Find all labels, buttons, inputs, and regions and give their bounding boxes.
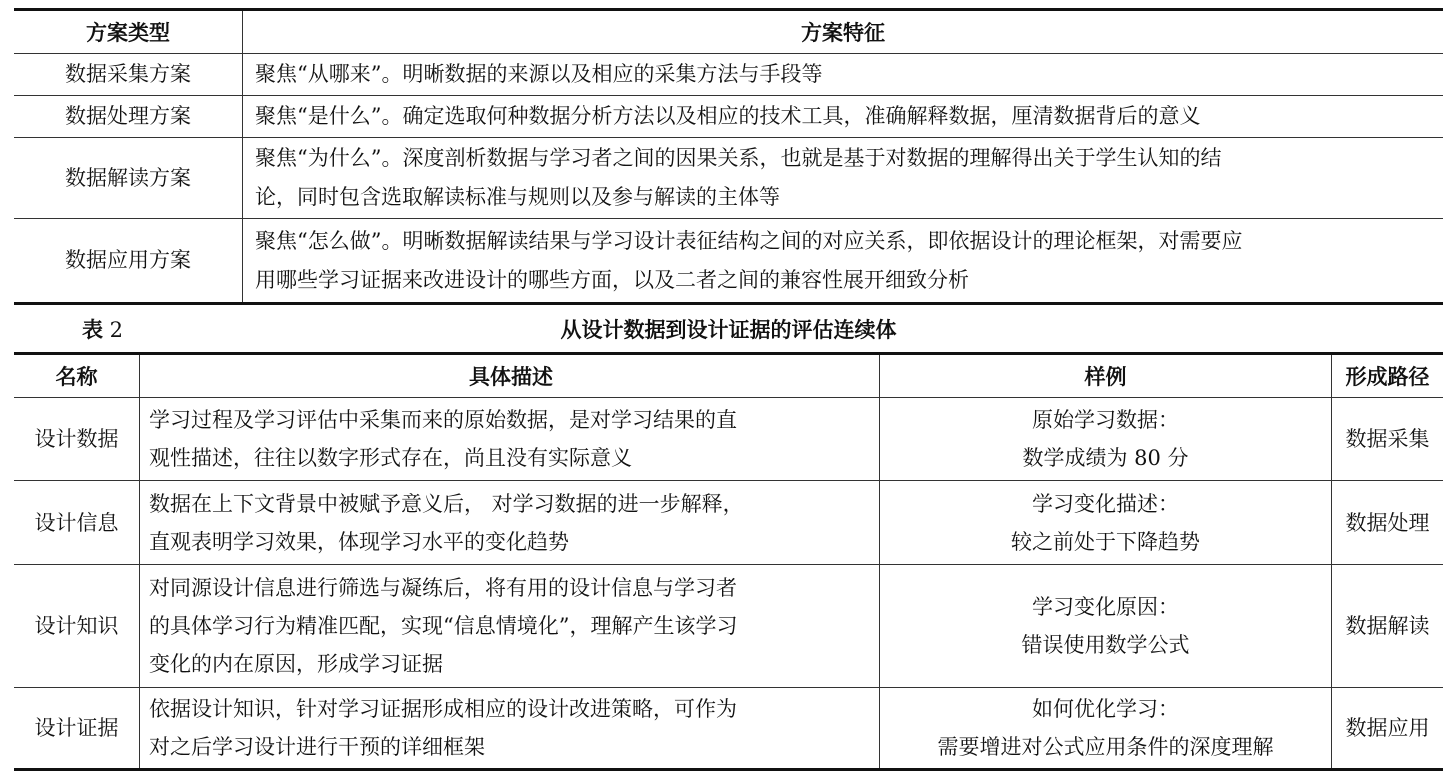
table-row: [14, 96, 1443, 138]
sample-cell: [880, 481, 1332, 565]
evaluation-continuum-table: [14, 352, 1443, 771]
path-cell: 数据解读: [1332, 565, 1443, 688]
table-caption: [14, 308, 1443, 352]
scheme-type-cell: 数据应用方案: [14, 219, 243, 304]
column-header-feature: 方案特征: [243, 10, 1443, 54]
description-cell: [140, 398, 880, 481]
feature-line: 论，同时包含选取解读标准与规则以及参与解读的主体等: [255, 185, 780, 209]
description-line: 直观表明学习效果，体现学习水平的变化趋势: [149, 529, 569, 554]
path-cell: 数据处理: [1332, 481, 1443, 565]
scheme-table: [14, 8, 1443, 305]
name-cell: 设计知识: [14, 565, 140, 688]
column-header-sample: 样例: [880, 354, 1332, 398]
table-header-row: [14, 354, 1443, 398]
feature-line: 聚焦“怎么做”。明晰数据解读结果与学习设计表征结构之间的对应关系，即依据设计的理论框架，对需要应: [255, 228, 1243, 253]
sample-line: 学习变化原因：: [1032, 595, 1179, 619]
table-row: [14, 138, 1443, 219]
description-line: 观性描述，往往以数字形式存在，尚且没有实际意义: [149, 446, 632, 470]
column-header-name: 名称: [14, 354, 140, 398]
sample-line: 较之前处于下降趋势: [1011, 529, 1200, 554]
description-line: 的具体学习行为精准匹配，实现“信息情境化”，理解产生该学习: [149, 614, 738, 638]
scheme-type-cell: 数据解读方案: [14, 138, 243, 219]
sample-line: 需要增进对公式应用条件的深度理解: [937, 735, 1274, 759]
description-line: 变化的内在原因，形成学习证据: [149, 652, 443, 676]
column-header-description: 具体描述: [140, 354, 880, 398]
table-row: [14, 688, 1443, 770]
sample-line: 原始学习数据：: [1032, 408, 1179, 432]
name-cell: 设计信息: [14, 481, 140, 565]
feature-line: 聚焦“为什么”。深度剖析数据与学习者之间的因果关系，也就是基于对数据的理解得出关于学生认知的结: [255, 146, 1222, 170]
scheme-type-cell: 数据采集方案: [14, 54, 243, 96]
path-cell: 数据应用: [1345, 716, 1430, 740]
table-header-row: [14, 10, 1443, 54]
name-cell: 设计数据: [14, 398, 140, 481]
table-row: [14, 398, 1443, 481]
sample-line: 错误使用数学公式: [1021, 633, 1190, 657]
table-row: [14, 219, 1443, 304]
scheme-feature-cell: 聚焦“是什么”。确定选取何种数据分析方法以及相应的技术工具，准确解释数据，厘清数据背后的意义: [243, 96, 1443, 138]
description-cell: [140, 481, 880, 565]
scheme-type-cell: 数据处理方案: [14, 96, 243, 138]
table-label: 表: [82, 318, 103, 342]
sample-line: 数学成绩为 80 分: [1022, 446, 1189, 470]
description-line: 对同源设计信息进行筛选与凝练后，将有用的设计信息与学习者: [149, 576, 737, 600]
sample-cell: [880, 688, 1332, 770]
table-row: [14, 54, 1443, 96]
path-cell: 数据采集: [1332, 398, 1443, 481]
feature-line: 用哪些学习证据来改进设计的哪些方面，以及二者之间的兼容性展开细致分析: [255, 267, 969, 292]
name-cell: 设计证据: [14, 688, 140, 770]
sample-line: 如何优化学习：: [1032, 697, 1179, 721]
sample-cell: [880, 398, 1332, 481]
table-row: [14, 481, 1443, 565]
sample-line: 学习变化描述：: [1032, 491, 1179, 516]
description-cell: [140, 688, 880, 770]
description-line: 数据在上下文背景中被赋予意义后， 对学习数据的进一步解释，: [149, 491, 744, 516]
table-title: 从设计数据到设计证据的评估连续体: [560, 318, 897, 342]
description-line: 对之后学习设计进行干预的详细框架: [149, 735, 485, 759]
scheme-feature-cell: [243, 219, 1443, 304]
description-cell: [140, 565, 880, 688]
description-line: 学习过程及学习评估中采集而来的原始数据，是对学习结果的直: [149, 408, 737, 432]
description-line: 依据设计知识，针对学习证据形成相应的设计改进策略，可作为: [149, 697, 737, 721]
table-row: [14, 565, 1443, 688]
scheme-feature-cell: 聚焦“从哪来”。明晰数据的来源以及相应的采集方法与手段等: [243, 54, 1443, 96]
sample-cell: [880, 565, 1332, 688]
column-header-path: 形成路径: [1332, 354, 1443, 398]
table-index: 2: [103, 318, 124, 342]
column-header-type: 方案类型: [14, 10, 243, 54]
scheme-feature-cell: [243, 138, 1443, 219]
